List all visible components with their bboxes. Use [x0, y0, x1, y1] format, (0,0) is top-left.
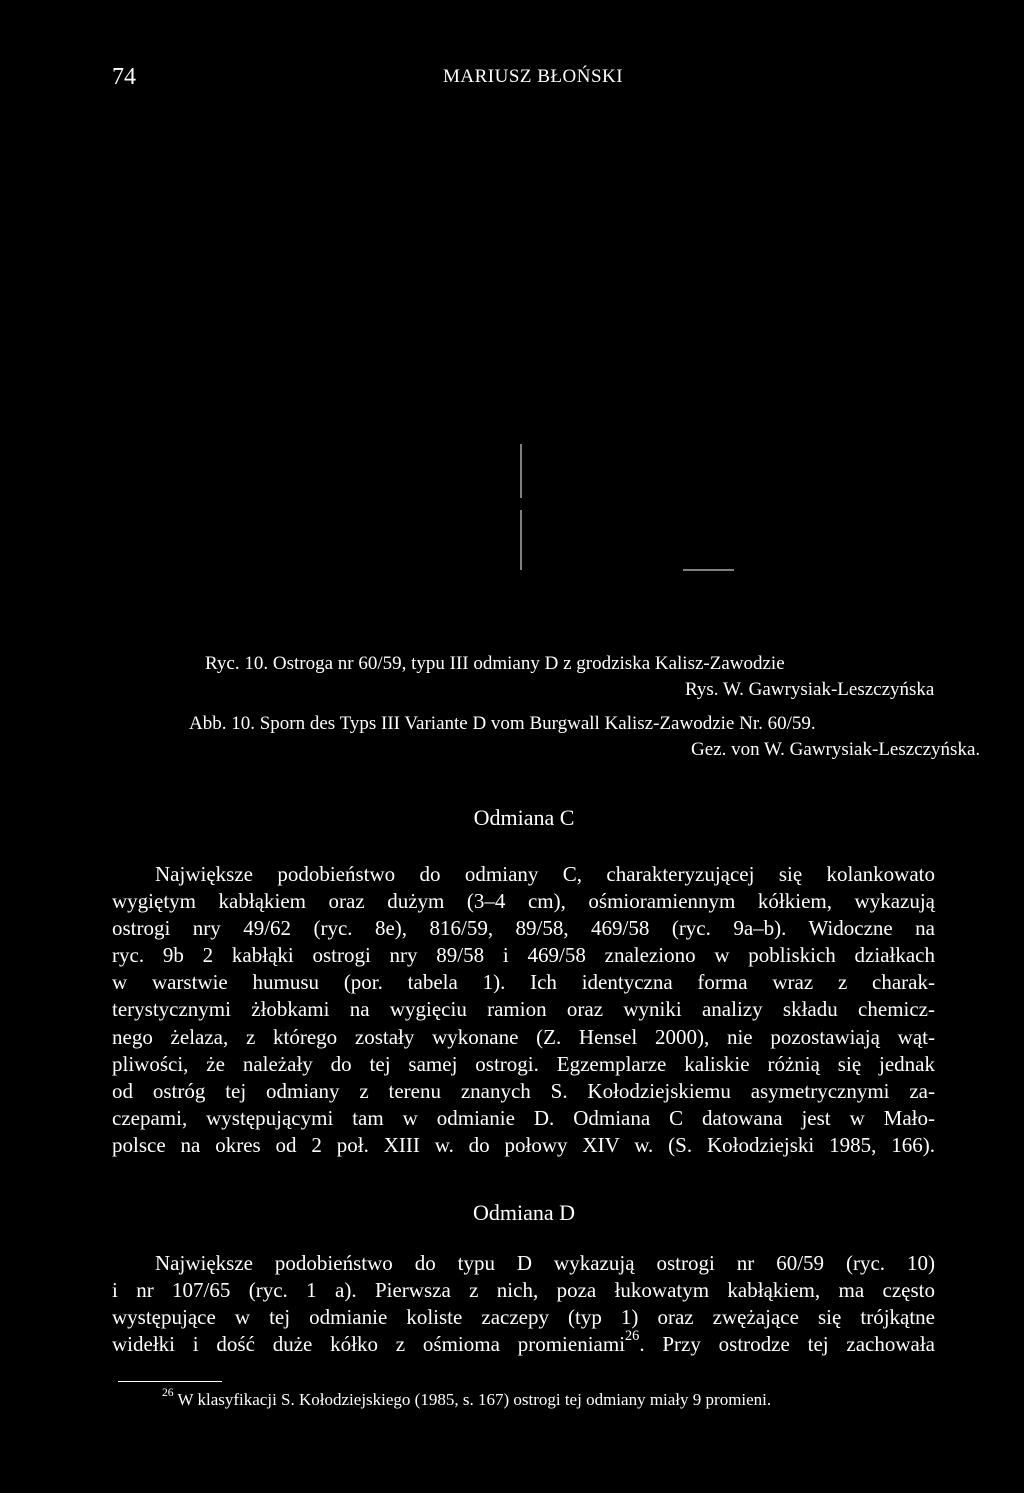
paragraph-line: od ostróg tej odmiany z terenu znanych S. Kołodziejskiemu asymetrycznymi za- [112, 1078, 935, 1103]
paragraph-line-with-footnote [112, 1328, 936, 1358]
paragraph-line: ostrogi nry 49/62 (ryc. 8e), 816/59, 89/58, 469/58 (ryc. 9a–b). Widoczne na [112, 916, 935, 941]
figure-caption-pl: Ryc. 10. Ostroga nr 60/59, typu III odmiany D z grodziska Kalisz-Zawodzie [205, 653, 785, 674]
paragraph-line: Największe podobieństwo do typu D wykazują ostrogi nr 60/59 (ryc. 10) [155, 1251, 935, 1275]
footnote [162, 1386, 772, 1410]
figure-caption-de: Abb. 10. Sporn des Typs III Variante D vom Burgwall Kalisz-Zawodzie Nr. 60/59. [189, 713, 816, 734]
section-c-paragraph [112, 861, 935, 1159]
section-d-paragraph [112, 1250, 935, 1358]
paragraph-line: wygiętym kabłąkiem oraz dużym (3–4 cm), ośmioramiennym kółkiem, wykazują [112, 889, 935, 914]
paragraph-line: czepami, występującymi tam w odmianie D. Odmiana C datowana jest w Mało- [112, 1105, 935, 1130]
figure-illustration [500, 440, 760, 580]
paragraph-line: polsce na okres od 2 poł. XIII w. do połowy XIV w. (S. Kołodziejski 1985, 166). [112, 1132, 935, 1157]
paragraph-line: nego żelaza, z którego zostały wykonane (Z. Hensel 2000), nie pozostawiają wąt- [112, 1024, 935, 1049]
figure-credit-de: Gez. von W. Gawrysiak-Leszczyńska. [691, 739, 981, 760]
section-heading-d: Odmiana D [472, 1200, 576, 1225]
line-text-before: widełki i dość duże kółko z ośmioma promieniami [112, 1332, 626, 1357]
figure-credit-pl: Rys. W. Gawrysiak-Leszczyńska [685, 679, 935, 700]
paragraph-line: w warstwie humusu (por. tabela 1). Ich identyczna forma wraz z charak- [112, 970, 935, 995]
footnote-number: 26 [162, 1386, 174, 1400]
running-head: MARIUSZ BŁOŃSKI [443, 66, 624, 87]
paragraph-line: występujące w tej odmianie koliste zaczepy (typ 1) oraz zwężające się trójkątne [112, 1305, 935, 1330]
paragraph-line: i nr 107/65 (ryc. 1 a). Pierwsza z nich, poza łukowatym kabłąkiem, ma często [112, 1278, 935, 1303]
paragraph-line: pliwości, że należały do tej samej ostrogi. Egzemplarze kaliskie różnią się jednak [112, 1051, 935, 1076]
line-text-after: . Przy ostrodze tej zachowała [639, 1332, 936, 1357]
footnote-divider [118, 1381, 222, 1382]
page-number: 74 [112, 64, 136, 90]
paragraph-line: ryc. 9b 2 kabłąki ostrogi nry 89/58 i 469/58 znaleziono w pobliskich działkach [112, 943, 935, 968]
paragraph-line: terystycznymi żłobkami na wygięciu ramion oraz wyniki analizy składu chemicz- [112, 997, 935, 1022]
section-heading-c: Odmiana C [473, 805, 575, 830]
footnote-reference[interactable]: 26 [625, 1328, 640, 1345]
footnote-text: W klasyfikacji S. Kołodziejskiego (1985, s. 167) ostrogi tej odmiany miały 9 promieni. [177, 1390, 772, 1409]
paragraph-line: Największe podobieństwo do odmiany C, charakteryzującej się kolankowato [155, 862, 935, 886]
